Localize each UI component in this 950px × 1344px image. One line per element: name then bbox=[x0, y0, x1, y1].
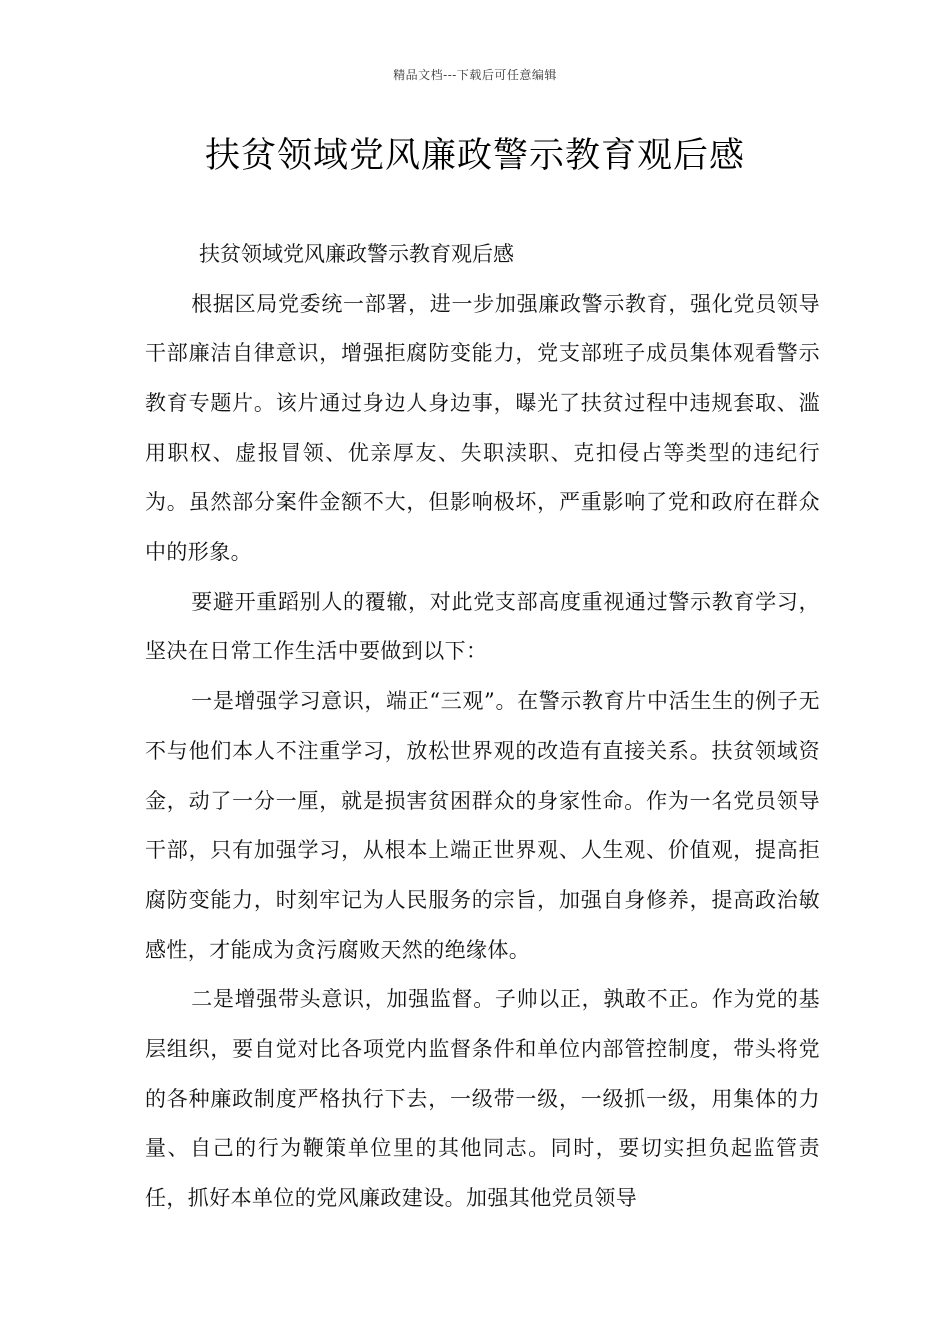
document-body bbox=[145, 230, 820, 1224]
document-subtitle: 扶贫领域党风廉政警示教育观后感 bbox=[199, 242, 514, 266]
paragraph-3: 一是增强学习意识，端正“三观”。在警示教育片中活生生的例子无不与他们本人不注重学习，放松世界观的改造有直接关系。扶贫领域资金，动了一分一厘，就是损害贫困群众的身家性命。作为一名党员领导干部，只有加强学习，从根本上端正世界观、人生观、价值观，提高拒腐防变能力，时刻牢记为人民服务的宗旨，加强自身修养，提高政治敏感性，才能成为贪污腐败天然的绝缘体。 bbox=[145, 689, 820, 962]
paragraph-2: 要避开重蹈别人的覆辙，对此党支部高度重视通过警示教育学习，坚决在日常工作生活中要做到以下： bbox=[145, 589, 820, 664]
document-title: 扶贫领域党风廉政警示教育观后感 bbox=[204, 136, 745, 176]
header-note: 精品文档---下载后可任意编辑 bbox=[393, 68, 557, 82]
paragraph-4: 二是增强带头意识，加强监督。子帅以正，孰敢不正。作为党的基层组织，要自觉对比各项党内监督条件和单位内部管控制度，带头将党的各种廉政制度严格执行下去，一级带一级，一级抓一级，用集体的力量、自己的行为鞭策单位里的其他同志。同时，要切实担负起监管责任，抓好本单位的党风廉政建设。加强其他党员领导 bbox=[145, 987, 820, 1211]
paragraph-1: 根据区局党委统一部署，进一步加强廉政警示教育，强化党员领导干部廉洁自律意识，增强拒腐防变能力，党支部班子成员集体观看警示教育专题片。该片通过身边人身边事，曝光了扶贫过程中违规套取、滥用职权、虚报冒领、优亲厚友、失职渎职、克扣侵占等类型的违纪行为。虽然部分案件金额不大，但影响极坏，严重影响了党和政府在群众中的形象。 bbox=[145, 291, 820, 565]
